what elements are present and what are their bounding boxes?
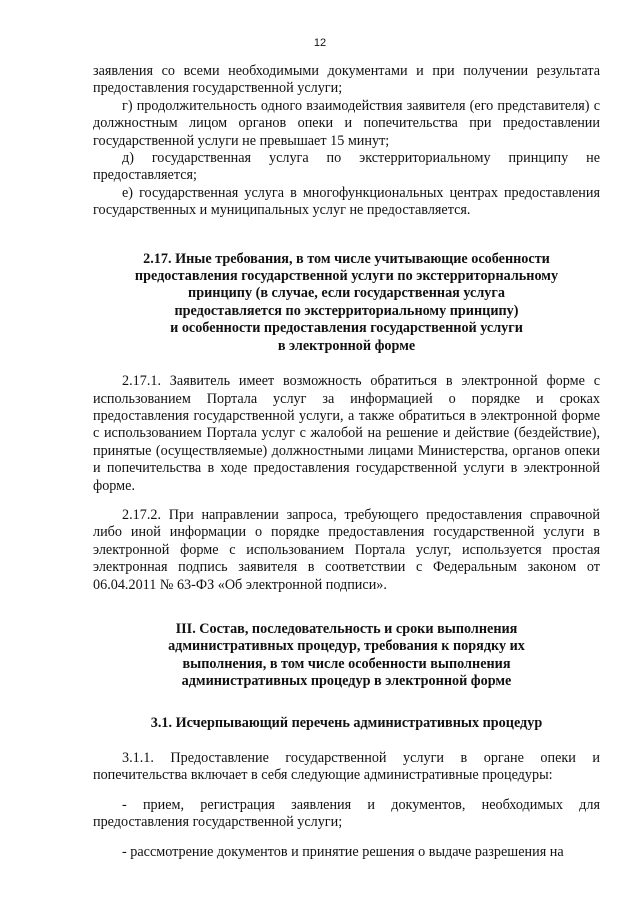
heading-line: III. Состав, последовательность и сроки выполнения — [175, 620, 518, 637]
heading-line: предоставления государственной услуги по экстерриторнальному — [134, 268, 559, 285]
heading-line: административных процедур в электронной форме — [181, 673, 512, 690]
heading-line: административных процедур, требования к порядку их — [168, 638, 525, 655]
page-number: 12 — [313, 37, 327, 49]
heading-line: принципу (в случае, если государственная услуга — [188, 285, 505, 302]
heading-line: выполнения, в том числе особенности выполнения — [182, 655, 511, 672]
section-iii-heading — [93, 621, 600, 691]
paragraph-2-17-2: 2.17.2. При направлении запроса, требующего предоставления справочной либо иной информации о порядке предоставления государственной услуги в электронной форме с использованием Портала услуг, используется простая электронная подпись заявителя в соответствии с Федеральным законом от 06.04.2011 № 63-ФЗ «Об электронной подписи». — [93, 506, 600, 593]
paragraph-item-g: г) продолжительность одного взаимодействия заявителя (его представителя) с должностным лицом органов опеки и попечительства при предоставлении государственной услуги не превышает 15 минут; — [93, 97, 600, 149]
paragraph-item-e: е) государственная услуга в многофункциональных центрах предоставления государственных и муниципальных услуг не предоставляется. — [93, 184, 600, 219]
paragraph-2-17-1: 2.17.1. Заявитель имеет возможность обратиться в электронной форме с использованием Портала услуг за информацией о порядке и сроках предоставления государственной услуги, а также обратиться в электронной форме с использованием Портала услуг с жалобой на решение и действие (бездействие), принятые (осуществляемые) должностными лицами Министерства, органов опеки и попечительства в ходе предоставления государственной услуги в электронной форме. — [93, 373, 600, 494]
heading-line: предоставляется по экстерриториальному принципу) — [174, 302, 519, 319]
document-body — [93, 63, 600, 861]
heading-line: и особенности предоставления государственной услуги — [170, 320, 523, 337]
paragraph-item-d: д) государственная услуга по экстерриториальному принципу не предоставляется; — [93, 150, 600, 184]
paragraph-continuation: заявления со всеми необходимыми документами и при получении результата предоставления государственной услуги; — [93, 63, 600, 97]
heading-line: в электронной форме — [277, 337, 416, 354]
heading-line: 2.17. Иные требования, в том числе учитывающие особенности — [143, 250, 550, 267]
paragraph-3-1-1: 3.1.1. Предоставление государственной услуги в органе опеки и попечительства включает в себя следующие административные процедуры: — [93, 750, 600, 784]
list-item: - рассмотрение документов и принятие решения о выдаче разрешения на — [122, 843, 564, 860]
list-item: - прием, регистрация заявления и документов, необходимых для предоставления государственной услуги; — [93, 796, 600, 831]
section-3-1-heading: 3.1. Исчерпывающий перечень административных процедур — [150, 714, 543, 731]
section-2-17-heading — [93, 251, 600, 355]
